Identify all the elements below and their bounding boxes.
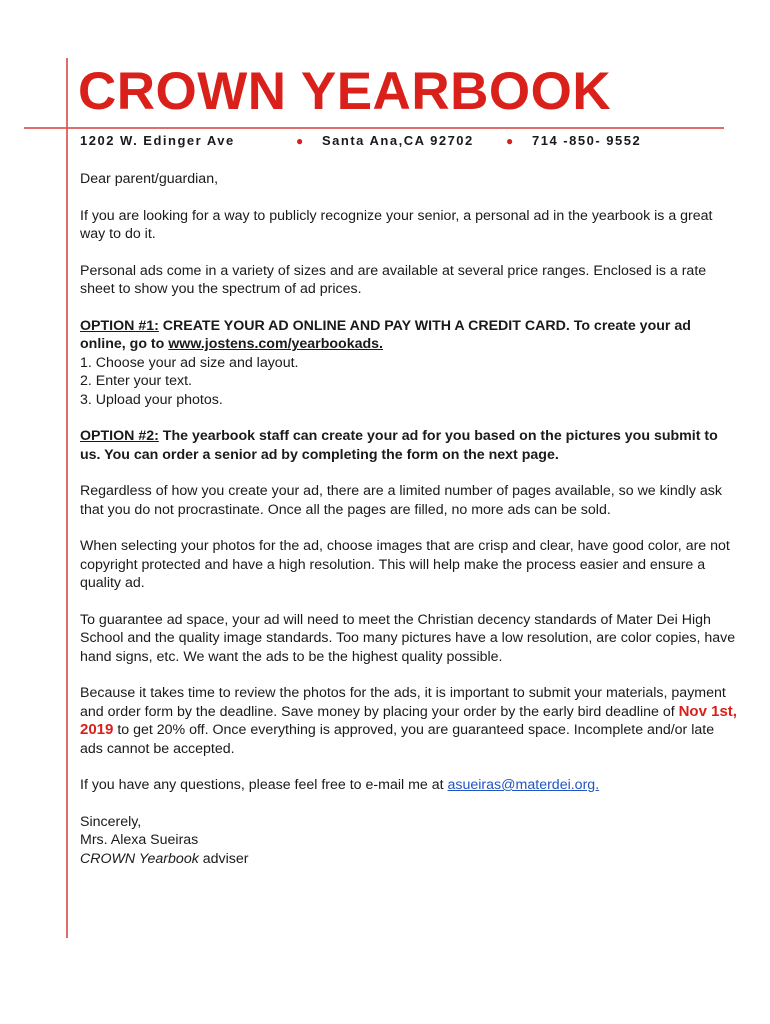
questions-text: If you have any questions, please feel free to e-mail me at [80,777,448,793]
signer-role-title: adviser [198,850,249,867]
deadline-date: Nov 1st, 2019 [80,702,737,738]
signer-name: Mrs. Alexa Sueiras [80,832,199,848]
email-link[interactable]: asueiras@materdei.org. [447,777,600,793]
signature-block [80,813,740,869]
deadline-text-before: Because it takes time to review the photos for the ads, it is important to submit your materials, payment and order form by the deadline. Save money by placing your order by the early bird deadline of [80,685,726,720]
option-1-label: OPTION #1: [80,317,159,334]
option-1-paragraph [80,317,740,410]
signer-role [80,850,740,869]
standards-paragraph: To guarantee ad space, your ad will need to meet the Christian decency standards of Mater Dei High School and the quality image standards. Too many pictures have a low resolution, are color copies, have hand signs, etc. We want the ads to be the highest quality possible. [80,611,736,665]
step-item: 3. Upload your photos. [80,391,223,408]
margin-rule-vertical [66,58,68,938]
closing: Sincerely, [80,813,142,830]
city-address: Santa Ana,CA 92702 [322,133,474,148]
greeting: Dear parent/guardian, [80,171,219,187]
jostens-link[interactable]: www.jostens.com/yearbookads. [168,336,383,352]
sizes-paragraph: Personal ads come in a variety of sizes and are available at several price ranges. Enclosed is a rate sheet to show you the spectrum of ad prices. [80,262,707,297]
street-address: 1202 W. Edinger Ave [80,133,235,148]
photos-paragraph: When selecting your photos for the ad, choose images that are crisp and clear, have good color, are not copyright protected and have a high resolution. This will help make the process easier and ensure a quality ad. [80,538,730,591]
option-2-label: OPTION #2: [80,428,159,444]
signer-role-publication: CROWN Yearbook [80,850,199,867]
option-1-text: CREATE YOUR AD ONLINE AND PAY WITH A CREDIT CARD. To create your ad online, go to [80,317,691,352]
page-title: CROWN YEARBOOK [78,62,612,121]
option-2-paragraph [80,427,740,464]
header-rule-horizontal [24,127,724,129]
step-item: 2. Enter your text. [80,373,192,389]
deadline-text-after: to get 20% off. Once everything is approved, you are guaranteed space. Incomplete and/or late ads cannot be accepted. [80,722,715,757]
phone-number: 714 -850- 9552 [532,133,642,148]
option-2-text: The yearbook staff can create your ad for you based on the pictures you submit to us. You can order a senior ad by completing the form on the next page. [80,428,718,463]
intro-paragraph: If you are looking for a way to publicly recognize your senior, a personal ad in the yearbook is a great way to do it. [80,207,713,242]
letter-body [80,170,740,868]
step-item: 1. Choose your ad size and layout. [80,354,299,371]
pages-paragraph: Regardless of how you create your ad, there are a limited number of pages available, so we kindly ask that you do not procrastinate. Once all the pages are filled, no more ads can be sold. [80,483,722,518]
bullet-dot-icon: ● [506,134,514,148]
bullet-dot-icon: ● [296,134,304,148]
questions-paragraph [80,776,740,795]
deadline-paragraph [80,684,740,758]
